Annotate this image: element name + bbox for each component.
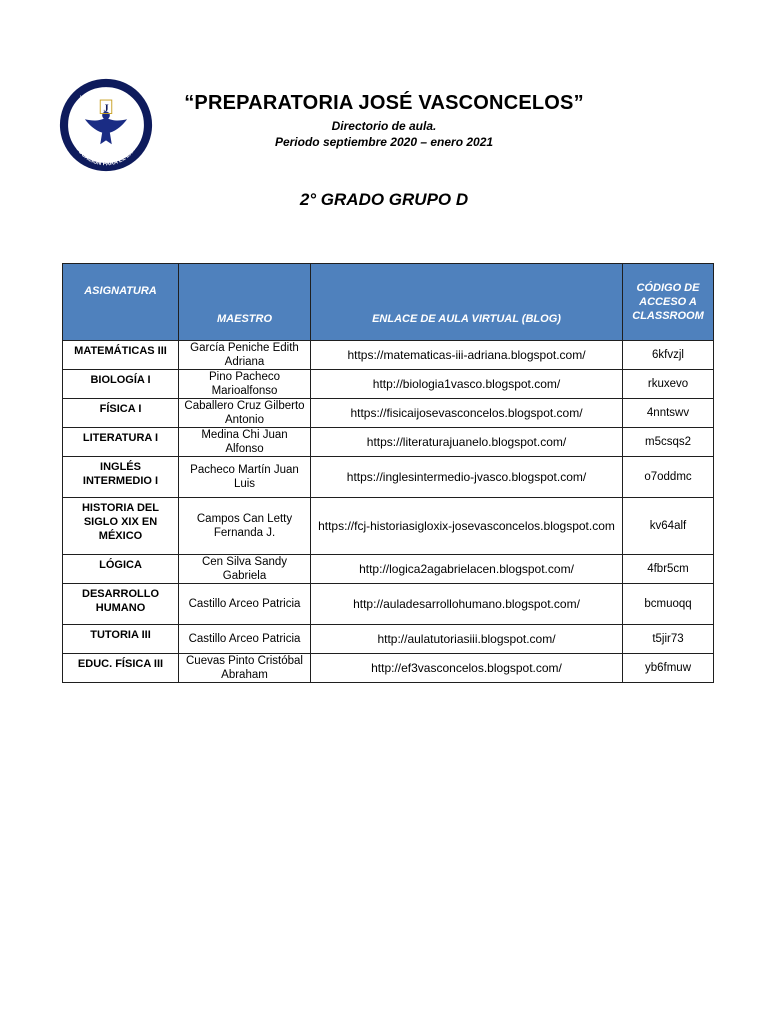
teacher-cell: Cuevas Pinto Cristóbal Abraham: [179, 654, 311, 683]
document-subtitle: [170, 118, 598, 150]
blog-link[interactable]: http://ef3vasconcelos.blogspot.com/: [311, 654, 623, 683]
blog-link[interactable]: https://inglesintermedio-jvasco.blogspot.com/: [311, 457, 623, 498]
directory-label: Directorio de aula.: [331, 119, 437, 133]
classroom-code-cell: m5csqs2: [623, 428, 714, 457]
blog-link[interactable]: http://aulatutoriasiii.blogspot.com/: [311, 625, 623, 654]
subject-cell: INGLÉS INTERMEDIO I: [63, 457, 179, 498]
blog-link[interactable]: http://auladesarrollohumano.blogspot.com/: [311, 584, 623, 625]
svg-text:JOSÉ VASCONCELOS: JOSÉ VASCONCELOS: [68, 85, 144, 117]
blog-link[interactable]: http://biologia1vasco.blogspot.com/: [311, 370, 623, 399]
table-row: [63, 341, 714, 370]
subject-cell: BIOLOGÍA I: [63, 370, 179, 399]
teacher-cell: Pacheco Martín Juan Luis: [179, 457, 311, 498]
teacher-cell: Castillo Arceo Patricia: [179, 584, 311, 625]
classroom-code-cell: yb6fmuw: [623, 654, 714, 683]
table-row: [63, 555, 714, 584]
classroom-code-cell: t5jir73: [623, 625, 714, 654]
classroom-code-cell: 6kfvzjl: [623, 341, 714, 370]
school-title: “PREPARATORIA JOSÉ VASCONCELOS”: [184, 92, 584, 114]
teacher-cell: Pino Pacheco Marioalfonso: [179, 370, 311, 399]
header-link: ENLACE DE AULA VIRTUAL (BLOG): [311, 264, 623, 341]
school-logo: [58, 77, 154, 173]
subject-cell: TUTORIA III: [63, 625, 179, 654]
table-row: [63, 625, 714, 654]
table-header-row: [63, 264, 714, 341]
table-row: [63, 498, 714, 555]
classroom-code-cell: 4fbr5cm: [623, 555, 714, 584]
header-subject: ASIGNATURA: [63, 264, 179, 341]
table-row: [63, 584, 714, 625]
classroom-code-cell: kv64alf: [623, 498, 714, 555]
classroom-code-cell: 4nntswv: [623, 399, 714, 428]
blog-link[interactable]: https://fisicaijosevasconcelos.blogspot.com/: [311, 399, 623, 428]
header-teacher: MAESTRO: [179, 264, 311, 341]
teacher-cell: García Peniche Edith Adriana: [179, 341, 311, 370]
subject-cell: MATEMÁTICAS III: [63, 341, 179, 370]
period-label: Periodo septiembre 2020 – enero 2021: [274, 135, 494, 149]
group-heading: 2° GRADO GRUPO D: [299, 190, 469, 209]
classroom-code-cell: rkuxevo: [623, 370, 714, 399]
svg-text:J: J: [103, 103, 109, 115]
blog-link[interactable]: http://logica2agabrielacen.blogspot.com/: [311, 555, 623, 584]
teacher-cell: Caballero Cruz Gilberto Antonio: [179, 399, 311, 428]
table-row: [63, 457, 714, 498]
subject-cell: LÓGICA: [63, 555, 179, 584]
svg-text:EDUCACIÓN PARA EL ÉXITO: EDUCACIÓN PARA EL ÉXITO: [72, 142, 140, 168]
teacher-cell: Castillo Arceo Patricia: [179, 625, 311, 654]
classroom-directory-table: [62, 263, 714, 683]
subject-cell: EDUC. FÍSICA III: [63, 654, 179, 683]
blog-link[interactable]: https://matematicas-iii-adriana.blogspot.com/: [311, 341, 623, 370]
blog-link[interactable]: https://literaturajuanelo.blogspot.com/: [311, 428, 623, 457]
header-code: CÓDIGO DE ACCESO A CLASSROOM: [623, 264, 714, 341]
table-row: [63, 399, 714, 428]
teacher-cell: Campos Can Letty Fernanda J.: [179, 498, 311, 555]
classroom-code-cell: bcmuoqq: [623, 584, 714, 625]
subject-cell: HISTORIA DEL SIGLO XIX EN MÉXICO: [63, 498, 179, 555]
teacher-cell: Medina Chi Juan Alfonso: [179, 428, 311, 457]
blog-link[interactable]: https://fcj-historiasigloxix-josevasconcelos.blogspot.com: [311, 498, 623, 555]
subject-cell: DESARROLLO HUMANO: [63, 584, 179, 625]
table-row: [63, 370, 714, 399]
table-row: [63, 654, 714, 683]
teacher-cell: Cen Silva Sandy Gabriela: [179, 555, 311, 584]
subject-cell: FÍSICA I: [63, 399, 179, 428]
subject-cell: LITERATURA I: [63, 428, 179, 457]
table-row: [63, 428, 714, 457]
classroom-code-cell: o7oddmc: [623, 457, 714, 498]
